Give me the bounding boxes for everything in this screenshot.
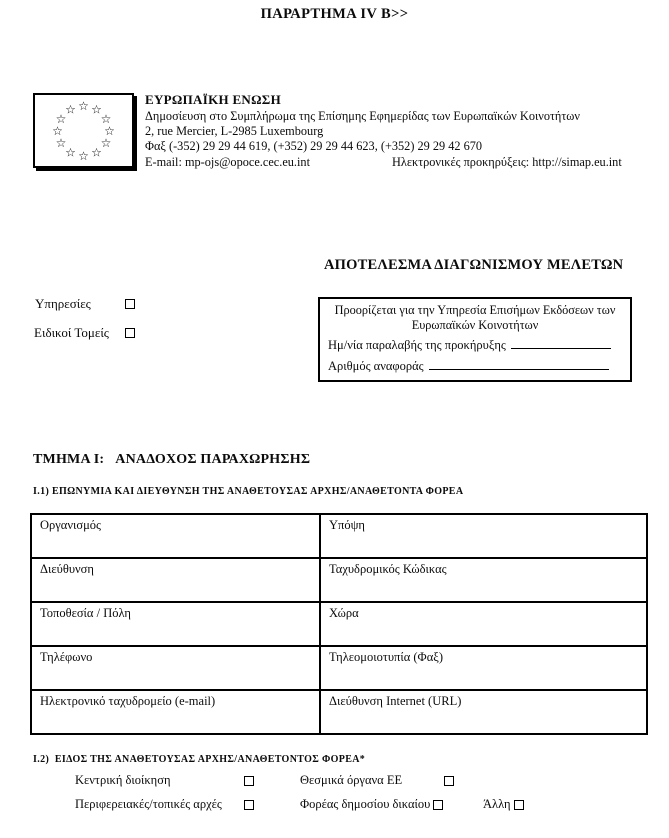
svg-text:☆: ☆	[100, 136, 112, 150]
services-checkbox[interactable]	[125, 299, 135, 309]
eu-union-name: ΕΥΡΩΠΑΪΚΗ ΕΝΩΣΗ	[145, 92, 282, 107]
svg-text:☆: ☆	[65, 145, 76, 160]
email-line: E-mail: mp-ojs@opoce.cec.eu.int	[145, 155, 310, 169]
reference-number-row	[328, 358, 609, 374]
cell-town[interactable]: Τοποθεσία / Πόλη	[32, 603, 321, 645]
section-i1-heading: I.1) ΕΠΩΝΥΜΙΑ ΚΑΙ ΔΙΕΥΘΥΝΣΗ ΤΗΣ ΑΝΑΘΕΤΟΥΣΑΣ ΑΡΧΗΣ/ΑΝΑΘΕΤΟΝΤΑ ΦΟΡΕΑ	[33, 486, 464, 497]
other-label: Άλλη	[483, 797, 511, 811]
services-label: Υπηρεσίες	[35, 296, 91, 311]
eu-institutions-checkbox[interactable]	[444, 776, 454, 786]
eu-flag-icon	[33, 93, 134, 168]
eu-institutions-label: Θεσμικά όργανα ΕΕ	[300, 773, 403, 787]
publication-line: Δημοσίευση στο Συμπλήρωμα της Επίσημης Εφημερίδας των Ευρωπαϊκών Κοινοτήτων	[145, 109, 580, 123]
svg-text:☆: ☆	[55, 112, 67, 126]
office-box-title-line2: Ευρωπαϊκών Κοινοτήτων	[411, 318, 539, 332]
cell-internet-url[interactable]: Διεύθυνση Internet (URL)	[329, 694, 462, 708]
cell-email[interactable]: Ηλεκτρονικό ταχυδρομείο (e-mail)	[32, 691, 321, 733]
other-checkbox[interactable]	[514, 800, 524, 810]
fax-line: Φαξ (-352) 29 29 44 619, (+352) 29 29 44 623, (+352) 29 29 42 670	[145, 139, 483, 153]
regional-authorities-label: Περιφερειακές/τοπικές αρχές	[75, 797, 222, 811]
svg-text:☆: ☆	[78, 99, 89, 113]
receipt-date-row	[328, 337, 611, 353]
table-row	[32, 559, 646, 603]
cell-postal-code[interactable]: Ταχυδρομικός Κώδικας	[329, 562, 447, 576]
section-i-heading: ΤΜΗΜΑ I: ΑΝΑΔΟΧΟΣ ΠΑΡΑΧΩΡΗΣΗΣ	[33, 452, 311, 467]
address-line: 2, rue Mercier, L-2985 Luxembourg	[145, 124, 324, 138]
table-row	[32, 515, 646, 559]
cell-fax[interactable]: Τηλεομοιοτυπία (Φαξ)	[329, 650, 443, 664]
office-box-title-line1: Προορίζεται για την Υπηρεσία Επισήμων Εκδόσεων των	[334, 303, 616, 317]
cell-address[interactable]: Διεύθυνση	[32, 559, 321, 601]
receipt-date-field[interactable]	[511, 337, 611, 349]
table-row	[32, 647, 646, 691]
cell-organisation[interactable]: Οργανισμός	[32, 515, 321, 557]
page-title: ΠΑΡΑΡΤΗΜΑ IV B>>	[260, 6, 409, 22]
special-sectors-checkbox[interactable]	[125, 328, 135, 338]
office-use-box	[318, 297, 632, 382]
central-admin-checkbox[interactable]	[244, 776, 254, 786]
table-row	[32, 603, 646, 647]
authority-details-table	[30, 513, 648, 735]
svg-text:☆: ☆	[52, 124, 63, 138]
reference-number-label: Αριθμός αναφοράς	[328, 359, 424, 373]
svg-text:☆: ☆	[91, 145, 102, 160]
regional-authorities-checkbox[interactable]	[244, 800, 254, 810]
section-i2-heading: I.2) ΕΙΔΟΣ ΤΗΣ ΑΝΑΘΕΤΟΥΣΑΣ ΑΡΧΗΣ/ΑΝΑΘΕΤΟΝΤΟΣ ΦΟΡΕΑ*	[33, 754, 366, 765]
table-row	[32, 691, 646, 733]
result-heading: ΑΠΟΤΕΛΕΣΜΑ ΔΙΑΓΩΝΙΣΜΟΥ ΜΕΛΕΤΩΝ	[324, 257, 624, 273]
enotices-line: Ηλεκτρονικές προκηρύξεις: http://simap.eu.int	[392, 155, 622, 169]
svg-text:☆: ☆	[91, 102, 102, 117]
central-admin-label: Κεντρική διοίκηση	[75, 773, 171, 787]
cell-attention[interactable]: Υπόψη	[329, 518, 365, 532]
svg-text:☆: ☆	[65, 102, 76, 117]
office-box-title	[320, 303, 630, 333]
svg-text:☆: ☆	[55, 136, 67, 150]
receipt-date-label: Ημ/νία παραλαβής της προκήρυξης	[328, 338, 506, 352]
cell-country[interactable]: Χώρα	[329, 606, 359, 620]
svg-text:☆: ☆	[104, 124, 115, 138]
special-sectors-label: Ειδικοί Τομείς	[34, 325, 109, 340]
svg-text:☆: ☆	[78, 149, 89, 163]
public-body-checkbox[interactable]	[433, 800, 443, 810]
public-body-label: Φορέας δημοσίου δικαίου	[300, 797, 431, 811]
reference-number-field[interactable]	[429, 358, 609, 370]
eu-flag-stars	[35, 95, 132, 166]
cell-telephone[interactable]: Τηλέφωνο	[32, 647, 321, 689]
svg-text:☆: ☆	[100, 112, 112, 126]
